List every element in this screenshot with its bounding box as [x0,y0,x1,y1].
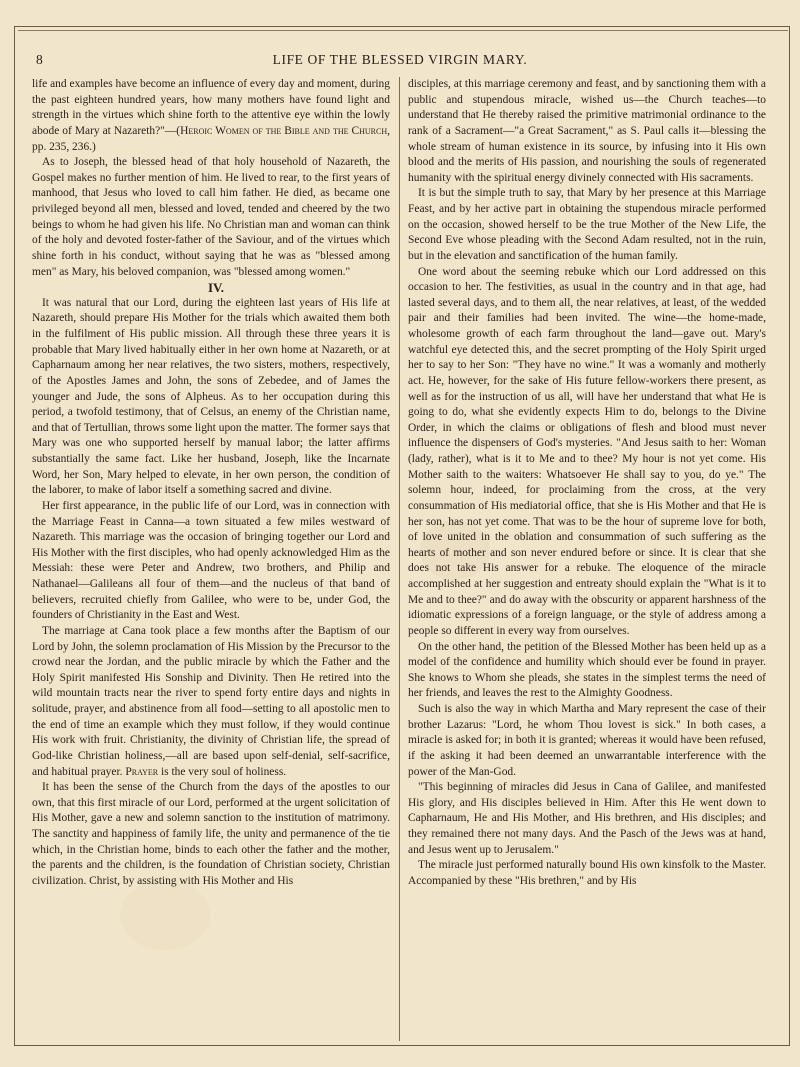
paragraph: One word about the seeming rebuke which our Lord addressed on this occasion to her. The festivities, as usual in the country and in that age, had lasted several days, and to them all, the near relatives, at least, of the wedded pair and their families had been invited. The wine—the home-made, wholesome growth of each farm throughout the land—gave out. Mary's watchful eye detected this, and the secret prompting of the Holy Spirit urged her to say to her Son: "They have no wine." It was a womanly and motherly act. He, however, for the sake of His future fellow-workers there present, as well as for the instruction of us all, will have her understand that what He is going to do, what she evidently expects Him to do, belongs to the Divine Order, in which the claims or obligations of flesh and blood must never influence the dispensers of God's mysteries. "And Jesus saith to her: Woman (lady, rather), what is it to Me and to thee? My hour is not yet come. His Mother saith to the waiters: Whatsoever He shall say to you, do ye." The solemn hour, indeed, for proclaiming from the cross, at the very consummation of His mediatorial office, that she is His Mother and that He is her son, has not yet come. That was to be the hour of supreme love for both, of love united in the oblation and consummation of such suffering as the hearts of mother and son never endured before or since. It is clear that she does not take His answer for a rebuke. The eloquence of the miracle accomplished at her suggestion and entreaty should explain the "What is it to Me and to thee?" and do away with the obscurity or apparent harshness of the idiomatic expressions of a foreign language, or the style of address among a people so different in every way from ourselves. [408,265,766,637]
citation-pages: , pp. 235, 236.) [32,124,390,153]
paragraph-text: life and examples have become an influence of every day and moment, during the past eighteen hundred years, how many mothers have found light and strength in the virtues which shine forth to the attentive eye within the lowly abode of Mary at Nazareth?"—( [32,78,390,137]
paragraph-text: is the very soul of holiness. [158,765,287,778]
paragraph: disciples, at this marriage ceremony and feast, and by sanctioning them with a public and stupendous miracle, wished us—the Church teaches—to understand that He thereby raised the primitive matrimonial ordinance to the rank of a Sacrament—"a Great Sacrament," as S. Paul calls it—blessing the whole stream of human existence in its source, by infusing into it His own blood and the merits of His passion, and nourishing the souls of regenerated humanity with the spiritual energy divinely connected with His sacraments. [408,78,766,184]
paragraph [32,624,390,780]
paragraph: It was natural that our Lord, during the eighteen last years of His life at Nazareth, should prepare His Mother for the trials which awaited them both in the fulfilment of His public mission. All through these three years it is probable that Mary lived habitually either in her own home at Nazareth, or at Capharnaum among her near relatives, the two sisters, mothers, respectively, of the Apostles James and John, the sons of Zebedee, and of James the younger and Jude, the sons of Alpheus. As to her occupation during this period, a twofold testimony, that of Celsus, an enemy of the Christian name, and that of Tertullian, throws some light upon the matter. The former says that Mary was one who supported herself by manual labor; the latter affirms substantially the same fact. Like her husband, Joseph, like the Incarnate Word, her Son, Mary helped to elevate, in her own person, the condition of the laborer, to make of labor itself a something sacred and divine. [32,296,390,497]
emphasis: Prayer [125,765,159,778]
column-divider [399,77,400,1041]
paragraph: The miracle just performed naturally bound His own kinsfolk to the Master. Accompanied by these "His brethren," and by His [408,859,766,887]
section-heading: IV. [207,280,225,296]
paragraph: Her first appearance, in the public life of our Lord, was in connection with the Marriage Feast in Canna—a town situated a few miles westward of Nazareth. This marriage was the occasion of bringing together our Lord and His Mother with the first disciples, who had openly acknowledged Him as the Messiah: these were Peter and Andrew, two brothers, and Philip and Nathanael—Galileans all four of them—and the nucleus of that band of believers, recruited chiefly from Galilee, who were to be, under God, the founders of Christianity in the East and West. [32,499,390,622]
paragraph-text: The marriage at Cana took place a few months after the Baptism of our Lord by John, the solemn proclamation of His Mission by the Precursor to the crowd near the Jordan, and the public miracle by which the Father and the Holy Spirit manifested His Sonship and Divinity. Then He retired into the wild mountain tracts near the river to spend forty entire days and nights in solitude, prayer, and abstinence from all food—setting to all apostolic men to the end of time an example which they must follow, if they would continue His work with fruit. Christianity, the divinity of Christian life, the spread of God-like Christian holiness,—all are based upon self-denial, self-sacrifice, and habitual prayer. [32,624,390,778]
paragraph: "This beginning of miracles did Jesus in Cana of Galilee, and manifested His glory, and His disciples believed in Him. After this He went down to Capharnaum, He and His Mother, and His brethren, and His disciples; and they remained there not many days. And the Pasch of the Jews was at hand, and Jesus went up to Jerusalem." [408,781,766,856]
citation: Heroic Women of the Bible and the Church [180,124,388,137]
paragraph: On the other hand, the petition of the Blessed Mother has been held up as a model of the confidence and humility which should ever be found in prayer. She knows to Whom she pleads, she states in the simplest terms the need of her friends, and leaves the rest to the Almighty Goodness. [408,640,766,700]
paragraph: It is but the simple truth to say, that Mary by her presence at this Marriage Feast, and by her active part in obtaining the stupendous miracle performed on the occasion, showed herself to be the true Mother of the New Life, the Second Eve whose pleading with the Second Adam resulted, not in the ruin, but in the elevation and sanctification of the human family. [408,187,766,262]
paragraph: Such is also the way in which Martha and Mary represent the case of their brother Lazarus: "Lord, he whom Thou lovest is sick." In both cases, a miracle is asked for; in both it is granted; whereas it would have been refused, if the asking it had been deemed an unwarrantable interference with the power of the Man-God. [408,703,766,778]
right-column [408,77,766,1043]
page-header [30,52,770,72]
paragraph: It has been the sense of the Church from the days of the apostles to our own, that this first miracle of our Lord, performed at the urgent solicitation of His Mother, gave a new and solemn sanction to the institution of matrimony. The sanctity and happiness of family life, the unity and permanence of the tie which, in the Christian home, binds to each other the father and the mother, the parents and the children, is the foundation of Christian society, Christian civilization. Christ, by assisting with His Mother and His [32,781,390,887]
paragraph [32,77,390,155]
paragraph: As to Joseph, the blessed head of that holy household of Nazareth, the Gospel makes no further mention of him. He lived to rear, to the first years of manhood, that Jesus who loved to call him father. He died, as became one privileged beyond all men, blessed and loved, tended and cheered by the two beings to whom he had given his life. No Christian man and woman can think of the holy and devoted foster-father of the Saviour, and of the virtues which shine forth in his conduct, without saying that he was as "blessed among men" as Mary, his beloved companion, was "blessed among women." [32,156,390,278]
page-number: 8 [36,52,44,67]
left-column [32,77,390,1043]
running-head: LIFE OF THE BLESSED VIRGIN MARY. [272,52,528,67]
